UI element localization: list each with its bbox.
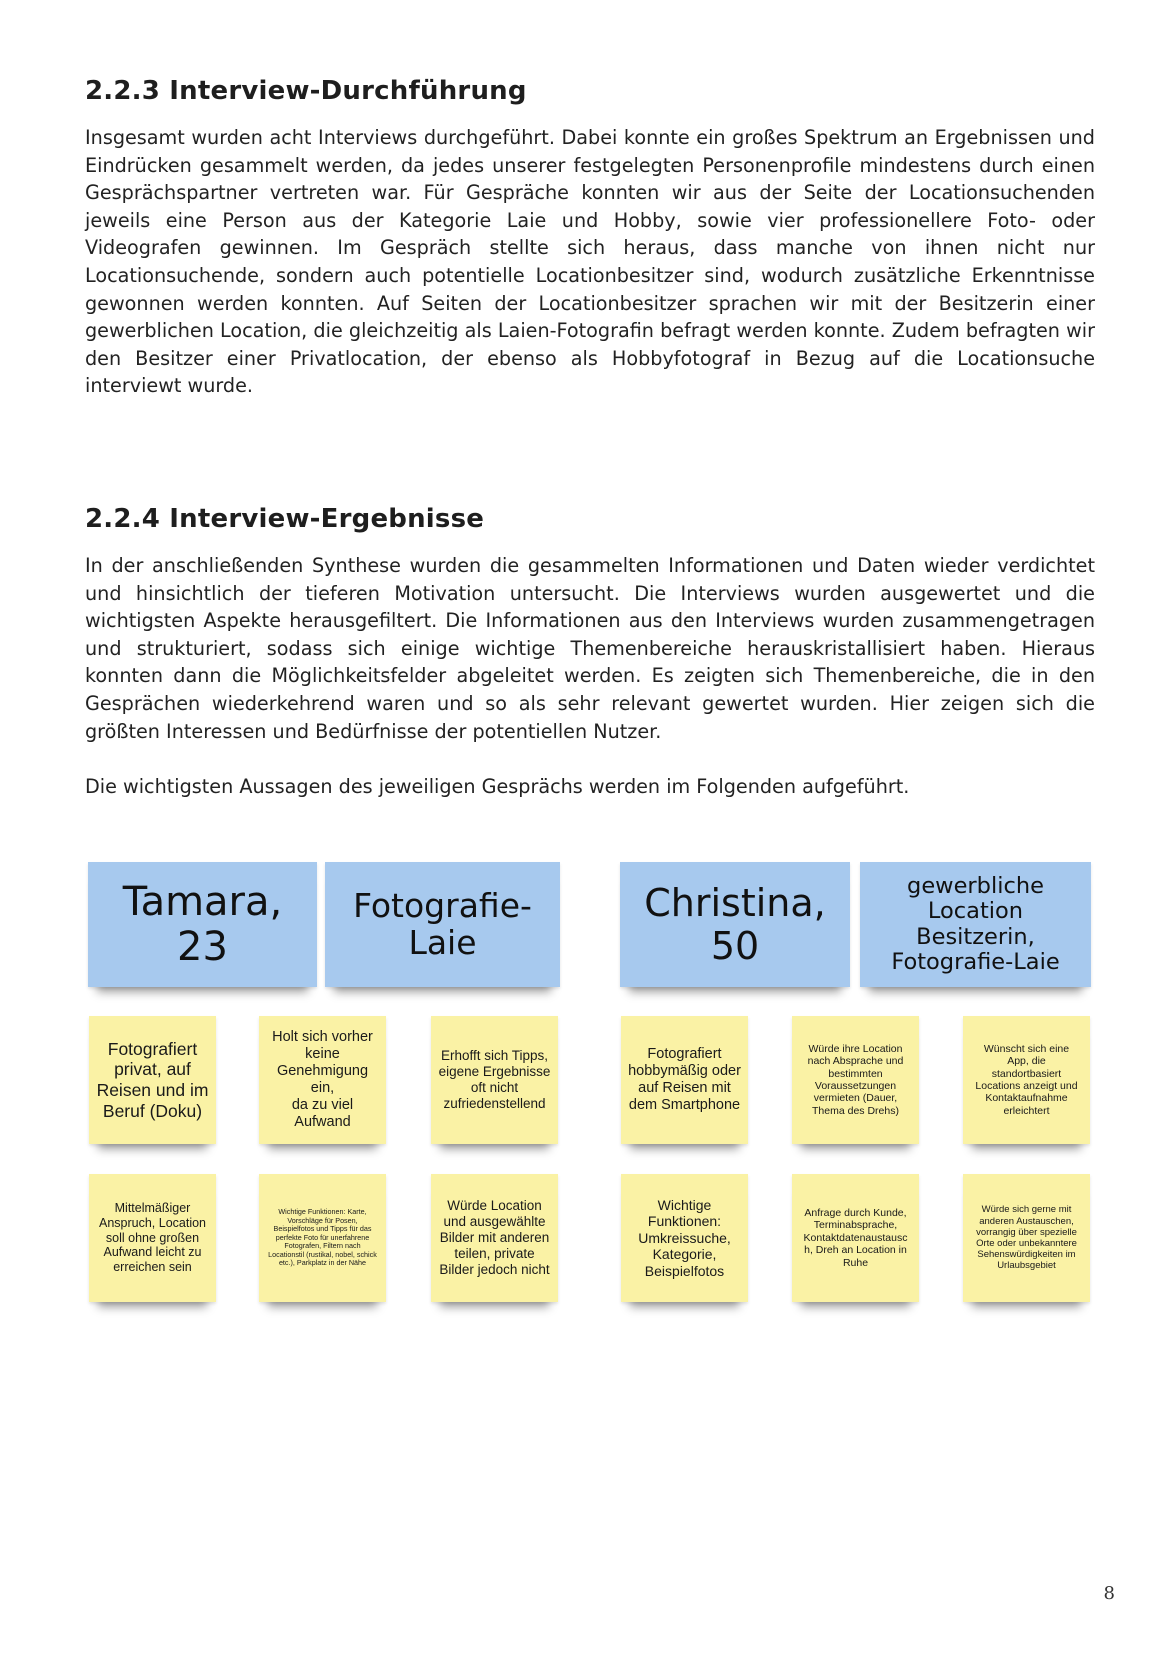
section-heading-interview-ergebnisse: 2.2.4 Interview-Ergebnisse <box>85 504 485 534</box>
page-number: 8 <box>1103 1583 1115 1604</box>
sticky-note-tamara-5: Wichtige Funktionen: Karte, Vorschläge für Posen, Beispielfotos und Tipps für das perfekte Foto für unerfahrene Fotografen, Filtern nach Locationstil (rustikal, nobel, schick etc.), Parkplatz in der Nähe <box>259 1174 386 1302</box>
sticky-note-name-christina: Christina, 50 <box>620 862 850 987</box>
paragraph-interview-durchfuehrung: Insgesamt wurden acht Interviews durchgeführt. Dabei konnte ein großes Spektrum an Ergebnissen und Eindrücken gesammelt werden, da jedes unserer festgelegten Personenprofile mindestens durch einen Gesprächspartner vertreten war. Für Gespräche konnten wir aus der Seite der Locationsuchenden jeweils eine Person aus der Kategorie Laie und Hobby, sowie vier professionellere Foto- oder Videografen gewinnen. Im Gespräch stellte sich heraus, dass manche von ihnen nicht nur Locationsuchende, sondern auch potentielle Locationbesitzer sind, wodurch zusätzliche Erkenntnisse gewonnen werden konnten. Auf Seiten der Locationbesitzer sprachen wir mit der Besitzerin einer gewerblichen Location, die gleichzeitig als Laien-Fotografin befragt werden konnte. Zudem befragten wir den Besitzer einer Privatlocation, der ebenso als Hobbyfotograf in Bezug auf die Locationsuche interviewt wurde. <box>85 126 1095 398</box>
sticky-note-tamara-4: Mittelmäßiger Anspruch, Location soll ohne großen Aufwand leicht zu erreichen sein <box>89 1174 216 1302</box>
paragraph-interview-ergebnisse: In der anschließenden Synthese wurden die gesammelten Informationen und Daten wieder verdichtet und hinsichtlich der tieferen Motivation untersucht. Die Interviews wurden ausgewertet und die wichtigsten Aspekte herausgefiltert. Die Informationen aus den Interviews wurden zusammengetragen und strukturiert, sodass sich einige wichtige Themenbereiche herauskristallisiert haben. Hieraus konnten dann die Möglichkeitsfelder abgeleitet werden. Es zeigten sich Themenbereiche, die in den Gesprächen wiederkehrend waren und so als sehr relevant gewertet wurden. Hier zeigen sich die größten Interessen und Bedürfnisse der potentiellen Nutzer. <box>85 554 1095 743</box>
sticky-note-tamara-3: Erhofft sich Tipps, eigene Ergebnisse oft nicht zufriedenstellend <box>431 1016 558 1144</box>
sticky-note-name-tamara: Tamara, 23 <box>88 862 317 987</box>
sticky-note-christina-5: Anfrage durch Kunde, Terminabsprache, Kontaktdatenaustausc h, Dreh an Location in Ruhe <box>792 1174 919 1302</box>
sticky-note-tamara-6: Würde Location und ausgewählte Bilder mit anderen teilen, private Bilder jedoch nicht <box>431 1174 558 1302</box>
sticky-note-christina-2: Würde ihre Location nach Absprache und bestimmten Voraussetzungen vermieten (Dauer, Thema des Drehs) <box>792 1016 919 1144</box>
sticky-note-role-tamara: Fotografie- Laie <box>325 862 560 987</box>
paragraph-intro-aussagen: Die wichtigsten Aussagen des jeweiligen Gesprächs werden im Folgenden aufgeführt. <box>85 775 910 798</box>
section-heading-interview-durchfuehrung: 2.2.3 Interview-Durchführung <box>85 76 527 106</box>
sticky-note-tamara-1: Fotografiert privat, auf Reisen und im Beruf (Doku) <box>89 1016 216 1144</box>
sticky-note-christina-1: Fotografiert hobbymäßig oder auf Reisen mit dem Smartphone <box>621 1016 748 1144</box>
sticky-note-tamara-2: Holt sich vorher keine Genehmigung ein, da zu viel Aufwand <box>259 1016 386 1144</box>
sticky-note-christina-6: Würde sich gerne mit anderen Austauschen, vorrangig über spezielle Orte oder unbekanntere Sehenswürdigkeiten im Urlaubsgebiet <box>963 1174 1090 1302</box>
sticky-note-role-christina: gewerbliche Location Besitzerin, Fotografie-Laie <box>860 862 1091 987</box>
sticky-note-christina-3: Wünscht sich eine App, die standortbasiert Locations anzeigt und Kontaktaufnahme erleichtert <box>963 1016 1090 1144</box>
sticky-note-christina-4: Wichtige Funktionen: Umkreissuche, Kategorie, Beispielfotos <box>621 1174 748 1302</box>
